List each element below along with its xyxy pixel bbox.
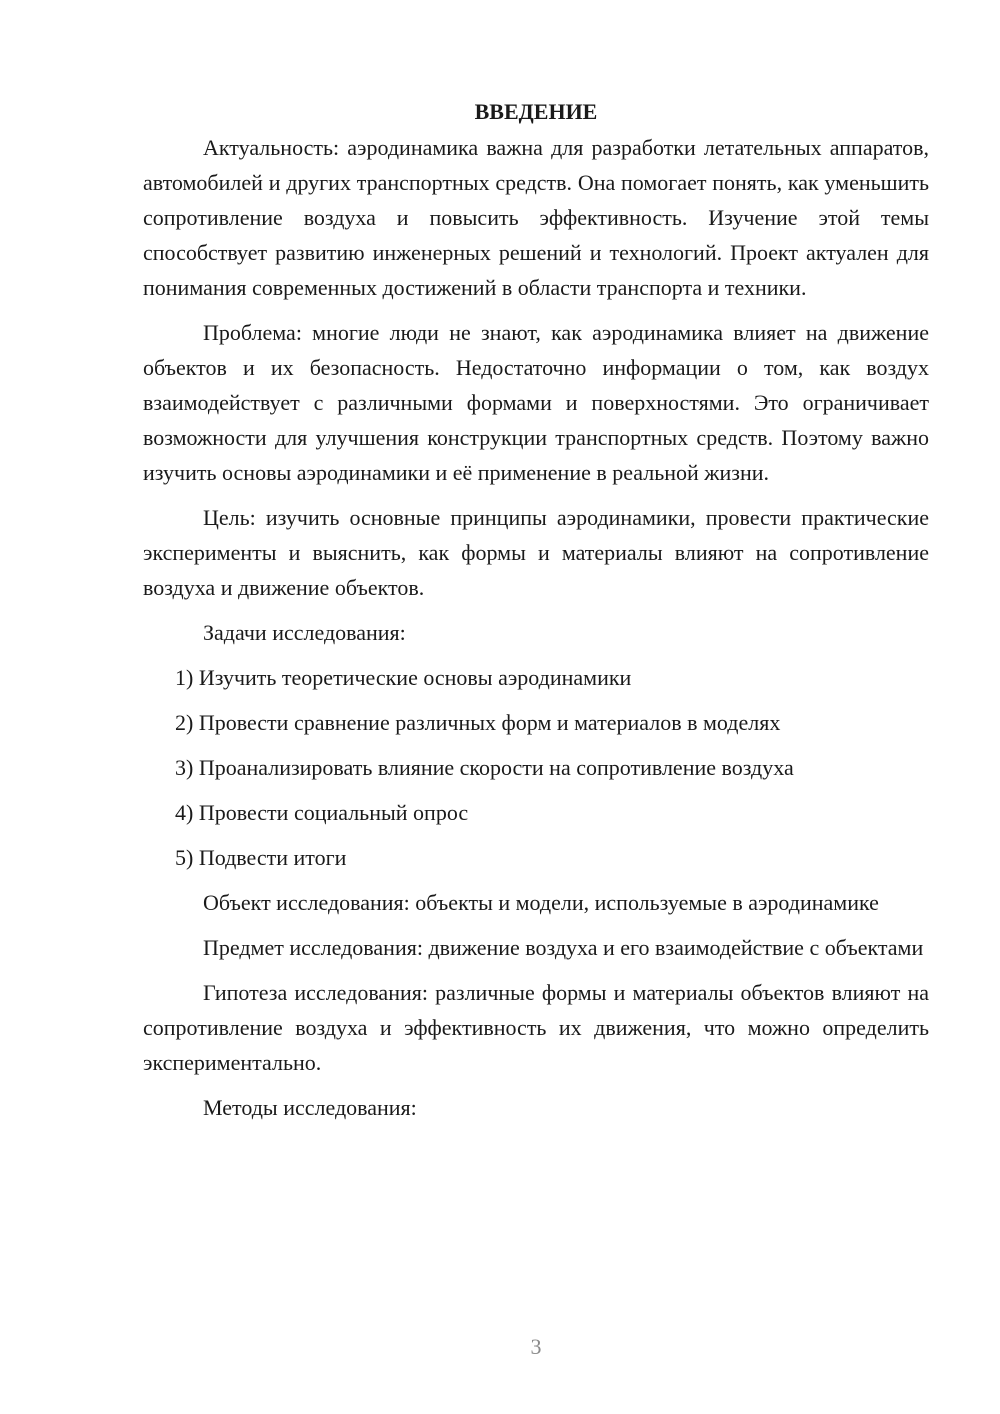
section-title: ВВЕДЕНИЕ [474,99,598,124]
tasks-heading: Задачи исследования: [203,620,406,645]
relevance-paragraph: Актуальность: аэродинамика важна для разработки летательных аппаратов, автомобилей и других транспортных средств. Она помогает понять, как уменьшить сопротивление воздуха и повысить эффективность. Изучение этой темы способствует развитию инженерных решений и технологий. Проект актуален для понимания современных достижений в области транспорта и техники. [143,135,929,300]
list-item: 3) Проанализировать влияние скорости на сопротивление воздуха [175,755,794,780]
goal-paragraph: Цель: изучить основные принципы аэродинамики, провести практические эксперименты и выяснить, как формы и материалы влияют на сопротивление воздуха и движение объектов. [143,505,929,600]
subject-paragraph: Предмет исследования: движение воздуха и его взаимодействие с объектами [203,935,924,960]
tasks-list [143,660,929,875]
page-content [143,94,929,1135]
list-item: 1) Изучить теоретические основы аэродинамики [175,665,632,690]
hypothesis-paragraph: Гипотеза исследования: различные формы и материалы объектов влияют на сопротивление воздуха и эффективность их движения, что можно определить экспериментально. [143,980,929,1075]
methods-heading: Методы исследования: [203,1095,417,1120]
list-item: 2) Провести сравнение различных форм и материалов в моделях [175,710,781,735]
problem-paragraph: Проблема: многие люди не знают, как аэродинамика влияет на движение объектов и их безопасность. Недостаточно информации о том, как воздух взаимодействует с различными формами и поверхностями. Это ограничивает возможности для улучшения конструкции транспортных средств. Поэтому важно изучить основы аэродинамики и её применение в реальной жизни. [143,320,929,485]
page-number: 3 [530,1334,542,1359]
list-item: 5) Подвести итоги [175,845,347,870]
list-item: 4) Провести социальный опрос [175,800,469,825]
object-paragraph: Объект исследования: объекты и модели, используемые в аэродинамике [203,890,879,915]
